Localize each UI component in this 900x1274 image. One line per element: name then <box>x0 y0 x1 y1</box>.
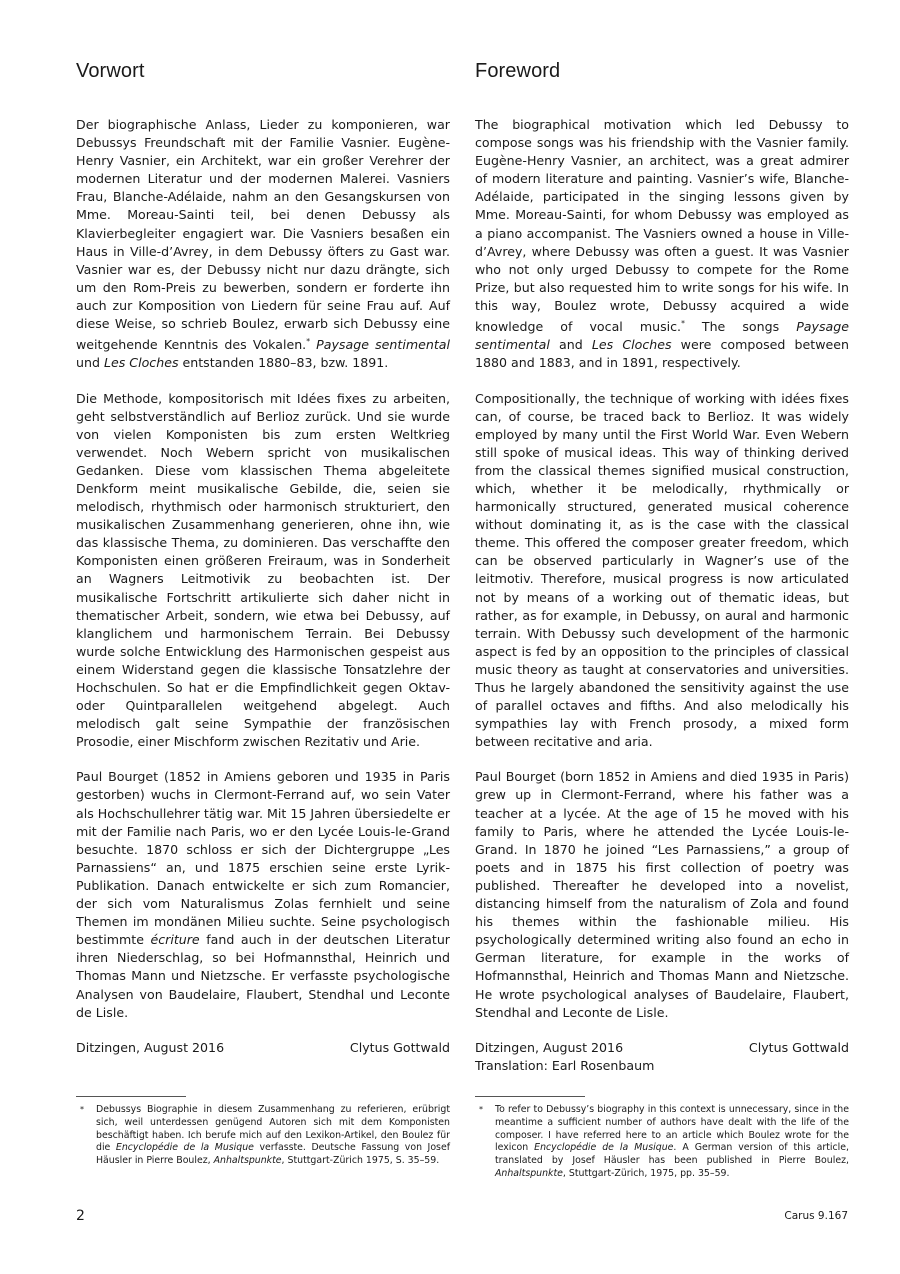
german-footnote <box>76 1104 450 1168</box>
text-run: and <box>549 337 592 353</box>
german-paragraph-1 <box>76 116 450 373</box>
german-author: Clytus Gottwald <box>349 1039 450 1055</box>
text-run: Anhaltspunkte <box>495 1167 563 1179</box>
english-footnote-text <box>495 1104 849 1181</box>
german-footnote-text <box>96 1104 450 1168</box>
text-run: Der biographische Anlass, Lieder zu komponieren, war Debussys Freundschaft mit der Familie Vasnier. Eugène-Henry Vasnier, ein Architekt, war ein großer Verehrer der modernen Literatur und der modernen Malerei. Vasniers Frau, Blanche-Adélaide, nahm an den Gesangskursen von Mme. Moreau-Sainti teil, bei denen Debussy als Klavierbegleiter engagiert war. Die Vasniers besaßen ein Haus in Ville-d’Avrey, in dem Debussy öfters zu Gast war. Vasnier war es, der Debussy nicht nur dazu drängte, sich um den Rom-Preis zu bewerben, sondern er forderte ihn auch zur Komposition von Liedern für seine Frau auf. Auf diese Weise, so schrieb Boulez, erwarb sich Debussy eine weitgehende Kenntnis des Vokalen. <box>76 117 450 353</box>
english-footnote-rule <box>475 1096 585 1097</box>
text-run: Paul Bourget (born 1852 in Amiens and died 1935 in Paris) grew up in Clermont-Ferrand, where his father was a teacher at a lycée. At the age of 15 he moved with his family to Paris, where he attended the Lycée Louis-le-Grand. In 1870 he joined “Les Parnassiens,” a group of poets and in 1875 his first collection of poetry was published. Thereafter he developed into a novelist, distancing himself from the naturalism of Zola and found his themes within the fashionable milieu. His psychologically determined writing also found an echo in German literature, for example in the works of Hofmannsthal, Heinrich and Thomas Mann and Nietzsche. He wrote psychological analyses of Baudelaire, Flaubert, Stendhal and Leconte de Lisle. <box>475 769 849 1020</box>
german-footnote-rule <box>76 1096 186 1097</box>
text-run: . A German version of this article, translated by Josef Häusler has been published in Pierre Boulez, <box>495 1142 849 1167</box>
catalog-number: Carus 9.167 <box>784 1210 848 1222</box>
english-translation-credit: Translation: Earl Rosenbaum <box>475 1057 655 1073</box>
page-number: 2 <box>76 1208 85 1224</box>
english-paragraph-1 <box>475 116 849 373</box>
text-run: Die Methode, kompositorisch mit Idées fixes zu arbeiten, geht selbstverständlich auf Berlioz zurück. Und sie wurde von vielen Komponisten bis zum ersten Weltkrieg verwendet. Noch Webern spricht von musikalischen Gedanken. Diese vom klassischen Thema abgeleitete Denkform meint musikalische Gebilde, die, seien sie melodisch, rhythmisch oder harmonisch strukturiert, den musikalischen Zusammenhang generieren, ohne ihn, wie das klassische Thema, zu dominieren. Das verschaffte den Komponisten einen größeren Freiraum, was in Sonderheit an Wagners Leitmotivik zu beobachten ist. Der musikalische Fortschritt artikulierte sich daher nicht in thematischer Arbeit, sondern, wie etwa bei Debussy, auf klanglichem und harmonischem Terrain. Bei Debussy wurde solche Entwicklung des Harmonischen gespeist aus einem Widerstand gegen die klassische Tonsatzlehre der Hochschulen. So hat er die Empfindlichkeit gegen Oktav- oder Quintparallelen weitgehend abgelegt. Auch melodisch galt seine Sympathie der französischen Prosodie, einer Mischform zwischen Rezitativ und Arie. <box>76 390 450 750</box>
german-footnote-mark: * <box>80 1105 84 1114</box>
german-heading: Vorwort <box>76 60 145 82</box>
text-run: Anhaltspunkte <box>213 1155 282 1167</box>
german-place-date: Ditzingen, August 2016 <box>76 1039 225 1055</box>
text-run: Encyclopédie de la Musique <box>534 1142 674 1154</box>
text-run: Les Cloches <box>103 355 179 371</box>
text-run: The songs <box>684 319 797 335</box>
text-run: , Stuttgart-Zürich 1975, S. 35–59. <box>281 1155 440 1167</box>
text-run: * <box>306 337 310 347</box>
english-place-date: Ditzingen, August 2016 <box>475 1039 624 1055</box>
text-run: * <box>681 319 685 329</box>
german-signature <box>76 1039 450 1057</box>
text-run: Encyclopédie de la Musique <box>115 1142 254 1154</box>
english-heading: Foreword <box>475 60 561 82</box>
english-paragraph-2 <box>475 390 849 752</box>
text-run: Paysage sentimental <box>316 337 450 353</box>
text-run: Paul Bourget (1852 in Amiens geboren und 1935 in Paris gestorben) wuchs in Clermont-Ferrand auf, wo sein Vater als Hochschullehrer tätig war. Mit 15 Jahren übersiedelte er mit der Familie nach Paris, wo er den Lycée Louis-le-Grand besuchte. 1870 schloss er sich der Dichtergruppe „Les Parnassiens“ an, und 1875 erschien seine erste Lyrik-Publikation. Danach entwickelte er sich zum Romancier, der sich vom Naturalismus Zolas fernhielt und seine Themen im mondänen Milieu suchte. Seine psychologisch bestimmte <box>76 769 450 948</box>
english-footnote <box>475 1104 849 1181</box>
german-paragraph-2 <box>76 390 450 752</box>
german-column <box>76 60 450 1057</box>
text-run: The biographical motivation which led Debussy to compose songs was his friendship with the Vasnier family. Eugène-Henry Vasnier, an architect, was a great admirer of modern literature and painting. Vasnier’s wife, Blanche-Adélaide, participated in the singing lessons given by Mme. Moreau-Sainti, for whom Debussy was employed as a piano accompanist. The Vasniers owned a house in Ville-d’Avrey, where Debussy was often a guest. It was Vasnier who not only urged Debussy to compete for the Rome Prize, but also requested him to write songs for his wife. In this way, Boulez wrote, Debussy acquired a wide knowledge of vocal music. <box>475 117 849 335</box>
text-run: entstanden 1880–83, bzw. 1891. <box>178 355 389 371</box>
english-author: Clytus Gottwald <box>748 1039 849 1055</box>
german-paragraph-3 <box>76 768 450 1021</box>
text-run: und <box>76 355 104 371</box>
text-run: Paysage sentimental <box>475 319 849 353</box>
english-column <box>475 60 849 1075</box>
text-run: Compositionally, the technique of working with idées fixes can, of course, be traced back to Berlioz. It was widely employed by many until the First World War. Even Webern still spoke of musical ideas. This way of thinking derived from the classical themes signified musical construction, which, whether it be melodically, rhythmically or harmonically structured, generated musical coherence without dominating it, as is the case with the classical theme. This offered the composer greater freedom, which can be observed particularly in Wagner’s use of the leitmotiv. Therefore, musical progress is now articulated not by means of a working out of thematic ideas, but rather, as for example, in Debussy, on aural and harmonic terrain. With Debussy such development of the harmonic aspect is fed by an opposition to the principles of classical music theory as taught at conservatories and universities. Thus he largely abandoned the sensitivity against the use of parallel octaves and fifths. And also melodically his sympathies lay with French prosody, a mixed form between recitative and aria. <box>475 390 849 750</box>
text-run: verfasste. Deutsche Fassung von Josef Häusler in Pierre Boulez, <box>96 1142 451 1167</box>
english-signature <box>475 1039 849 1057</box>
english-paragraph-3 <box>475 768 849 1021</box>
english-footnote-mark: * <box>479 1105 483 1114</box>
text-run: Debussys Biographie in diesem Zusammenhang zu referieren, erübrigt sich, weil unterdessen genügend Autoren sich mit dem Komponisten beschäftigt haben. Ich berufe mich auf den Lexikon-Artikel, den Boulez für die <box>96 1104 450 1154</box>
text-run: were composed between 1880 and 1883, and in 1891, respectively. <box>475 337 850 371</box>
text-run: Les Cloches <box>591 337 672 353</box>
text-run: écriture <box>150 932 200 948</box>
text-run: , Stuttgart-Zürich, 1975, pp. 35–59. <box>562 1167 730 1179</box>
text-run: fand auch in der deutschen Literatur ihren Niederschlag, so bei Hofmannsthal, Heinrich und Thomas Mann und Nietzsche. Er verfasste psychologische Analysen von Baudelaire, Flaubert, Stendhal und Leconte de Lisle. <box>76 932 450 1020</box>
text-run: To refer to Debussy’s biography in this context is unnecessary, since in the meantime a sufficient number of authors have dealt with the life of the composer. I have referred here to an article which Boulez wrote for the lexicon <box>495 1104 849 1154</box>
